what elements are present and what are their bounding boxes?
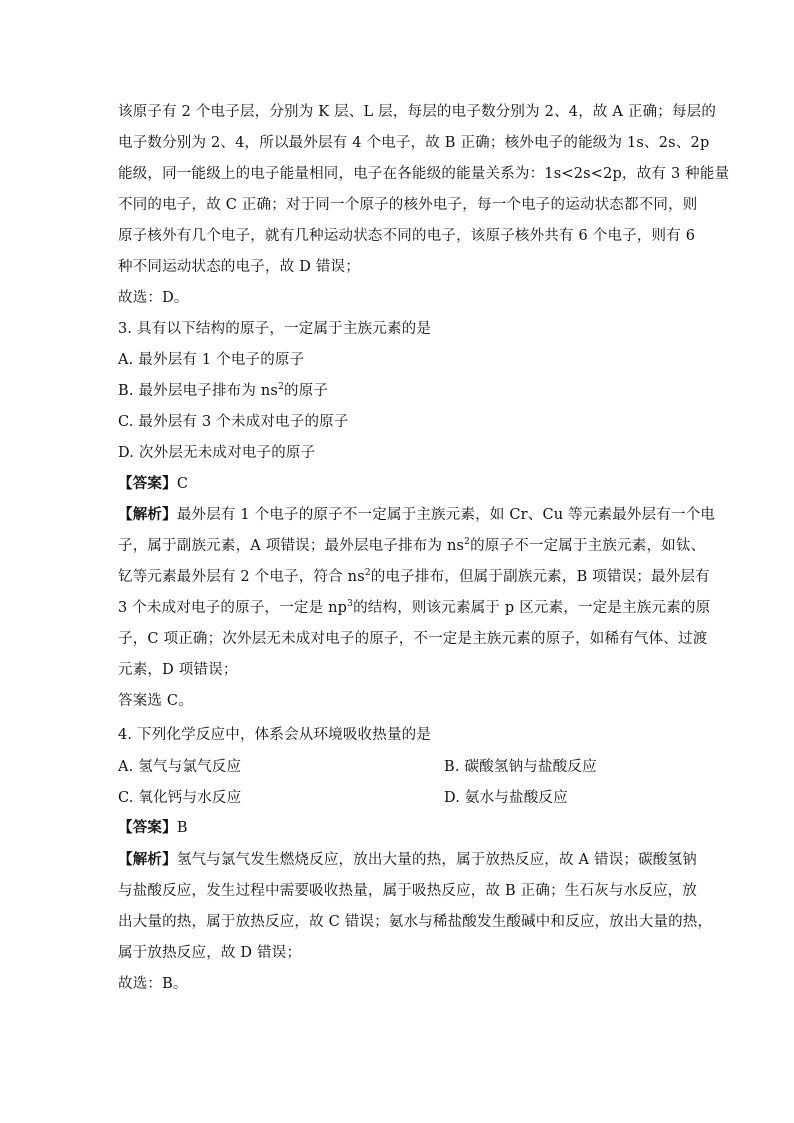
answer-line xyxy=(118,474,188,494)
conclusion-line: 故选：B。 xyxy=(118,976,188,992)
answer-label: 【答案】 xyxy=(118,476,177,492)
analysis-line xyxy=(118,567,710,587)
analysis-line xyxy=(118,536,705,556)
analysis-line: 种不同运动状态的电子，故 D 错误； xyxy=(118,259,360,275)
analysis-text: 的原子不一定属于主族元素，如钛、 xyxy=(470,538,706,554)
answer-line xyxy=(118,818,188,838)
superscript: 2 xyxy=(278,382,284,393)
option-b: B. 碳酸氢钠与盐酸反应 xyxy=(444,759,597,775)
option-c: C. 氧化钙与水反应 xyxy=(118,790,242,806)
analysis-line xyxy=(118,505,715,525)
conclusion-line: 故选：D。 xyxy=(118,290,189,306)
analysis-line: 元素，D 项错误； xyxy=(118,662,238,678)
analysis-line: 子，C 项正确；次外层无未成对电子的原子，不一定是主族元素的原子，如稀有气体、过渡 xyxy=(118,631,708,647)
conclusion-line: 答案选 C。 xyxy=(118,693,193,709)
question-stem: 3. 具有以下结构的原子，一定属于主族元素的是 xyxy=(118,321,432,337)
answer-value: B xyxy=(176,820,188,836)
option-b xyxy=(118,381,328,401)
answer-label: 【答案】 xyxy=(118,820,177,836)
option-d: D. 次外层无未成对电子的原子 xyxy=(118,445,316,461)
option-c: C. 最外层有 3 个未成对电子的原子 xyxy=(118,414,349,430)
analysis-text: 钇等元素最外层有 2 个电子，符合 ns xyxy=(118,569,365,585)
analysis-text: 最外层有 1 个电子的原子不一定属于主族元素，如 Cr、Cu 等元素最外层有一个电 xyxy=(176,507,716,523)
option-b-text: B. 最外层电子排布为 ns xyxy=(118,383,279,399)
superscript: 2 xyxy=(464,537,471,548)
analysis-text: 氢气与氯气发生燃烧反应，放出大量的热，属于放热反应，故 A 错误；碳酸氢钠 xyxy=(176,852,697,868)
option-a: A. 氢气与氯气反应 xyxy=(118,759,242,775)
analysis-line: 能级，同一能级上的电子能量相同，电子在各能级的能量关系为：1s<2s<2p，故有 3 种能量 xyxy=(118,166,730,182)
question-stem: 4. 下列化学反应中，体系会从环境吸收热量的是 xyxy=(118,727,432,743)
answer-value: C xyxy=(176,476,189,492)
analysis-text: 的电子排布，但属于副族元素，B 项错误；最外层有 xyxy=(370,569,710,585)
analysis-line: 与盐酸反应，发生过程中需要吸收热量，属于吸热反应，故 B 正确；生石灰与水反应，放 xyxy=(118,883,698,899)
analysis-line xyxy=(118,598,710,618)
superscript: 3 xyxy=(347,599,354,610)
superscript: 2 xyxy=(364,568,371,579)
analysis-line: 该原子有 2 个电子层，分别为 K 层、L 层，每层的电子数分别为 2、4，故 A 正确；每层的 xyxy=(118,104,717,120)
analysis-line: 电子数分别为 2、4，所以最外层有 4 个电子，故 B 正确；核外电子的能级为 1s、2s、2p xyxy=(118,135,710,151)
analysis-line: 属于放热反应，故 D 错误； xyxy=(118,945,302,961)
analysis-label: 【解析】 xyxy=(118,507,177,523)
option-a: A. 最外层有 1 个电子的原子 xyxy=(118,352,305,368)
option-b-text-tail: 的原子 xyxy=(284,383,329,399)
analysis-text: 子，属于副族元素，A 项错误；最外层电子排布为 ns xyxy=(118,538,465,554)
analysis-line: 不同的电子，故 C 正确；对于同一个原子的核外电子，每一个电子的运动状态都不同，则 xyxy=(118,197,698,213)
option-d: D. 氨水与盐酸反应 xyxy=(444,790,568,806)
analysis-line xyxy=(118,850,697,870)
analysis-text: 3 个未成对电子的原子，一定是 np xyxy=(118,600,348,616)
analysis-line: 出大量的热，属于放热反应，故 C 错误；氨水与稀盐酸发生酸碱中和反应，放出大量的热， xyxy=(118,914,713,930)
analysis-line: 原子核外有几个电子，就有几种运动状态不同的电子，该原子核外共有 6 个电子，则有 6 xyxy=(118,228,696,244)
analysis-label: 【解析】 xyxy=(118,852,177,868)
analysis-text: 的结构，则该元素属于 p 区元素，一定是主族元素的原 xyxy=(353,600,711,616)
